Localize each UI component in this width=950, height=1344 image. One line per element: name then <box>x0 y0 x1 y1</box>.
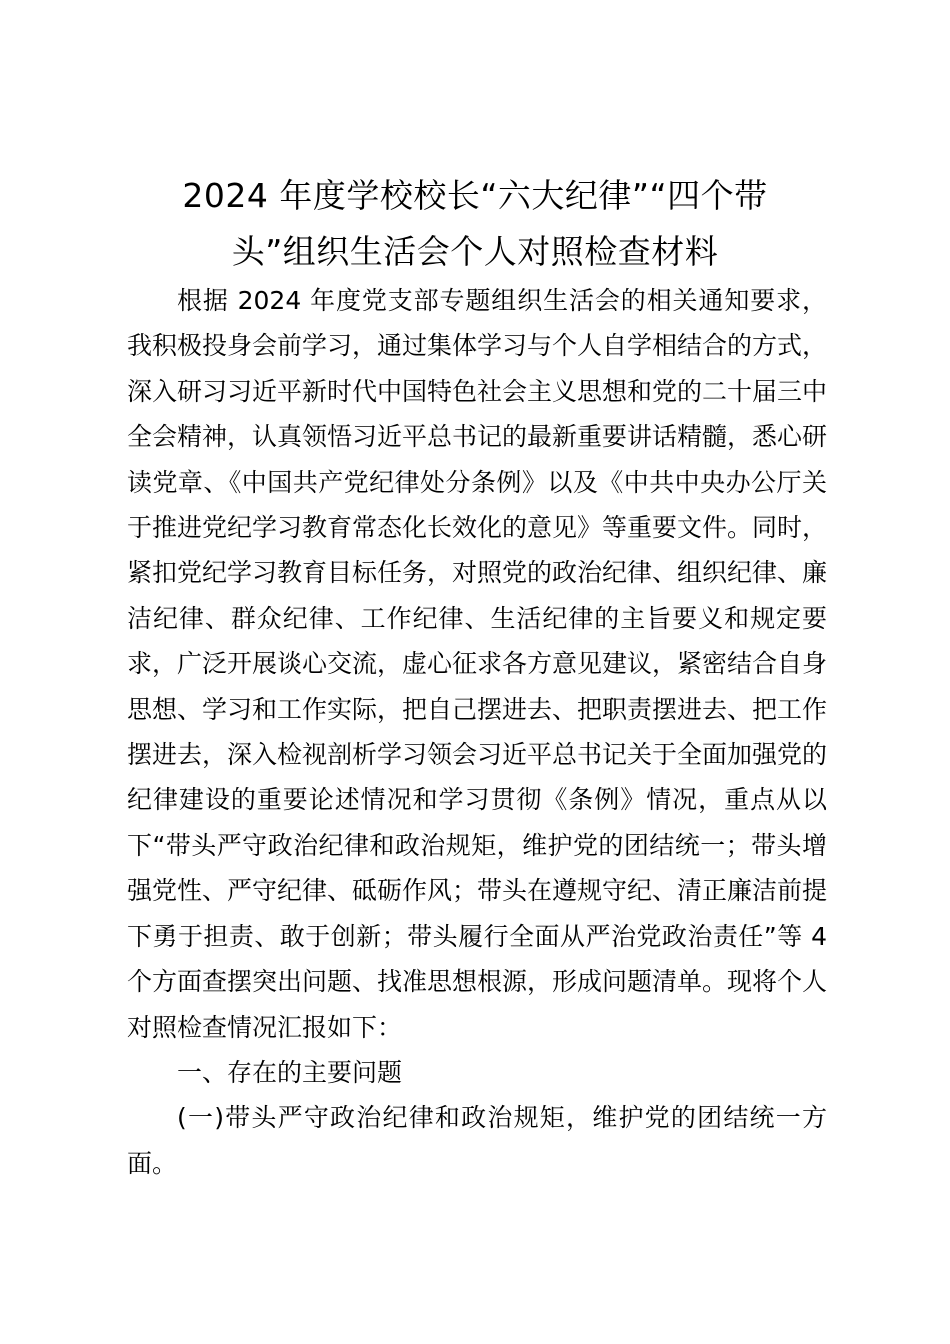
document-title <box>120 168 830 280</box>
document-body <box>127 278 827 1186</box>
title-line-2: 头”组织生活会个人对照检查材料 <box>231 232 719 271</box>
section-heading: 一、存在的主要问题 <box>177 1057 403 1087</box>
subsection-heading: (一)带头严守政治纪律和政治规矩，维护党的团结统一方面。 <box>127 1103 827 1178</box>
intro-paragraph: 根据 2024 年度党支部专题组织生活会的相关通知要求，我积极投身会前学习，通过集体学习与个人自学相结合的方式，深入研习习近平新时代中国特色社会主义思想和党的二十届三中全会精神，认真领悟习近平总书记的最新重要讲话精髓，悉心研读党章、《中国共产党纪律处分条例》以及《中共中央办公厅关于推进党纪学习教育常态化长效化的意见》等重要文件。同时，紧扣党纪学习教育目标任务，对照党的政治纪律、组织纪律、廉洁纪律、群众纪律、工作纪律、生活纪律的主旨要义和规定要求，广泛开展谈心交流，虚心征求各方意见建议，紧密结合自身思想、学习和工作实际，把自己摆进去、把职责摆进去、把工作摆进去，深入检视剖析学习领会习近平总书记关于全面加强党的纪律建设的重要论述情况和学习贯彻《条例》情况，重点从以下“带头严守政治纪律和政治规矩，维护党的团结统一；带头增强党性、严守纪律、砥砺作风；带头在遵规守纪、清正廉洁前提下勇于担责、敢于创新；带头履行全面从严治党政治责任”等 4 个方面查摆突出问题、找准思想根源，形成问题清单。现将个人对照检查情况汇报如下： <box>127 286 828 1042</box>
title-line-1: 2024 年度学校校长“六大纪律”“四个带 <box>182 176 768 215</box>
